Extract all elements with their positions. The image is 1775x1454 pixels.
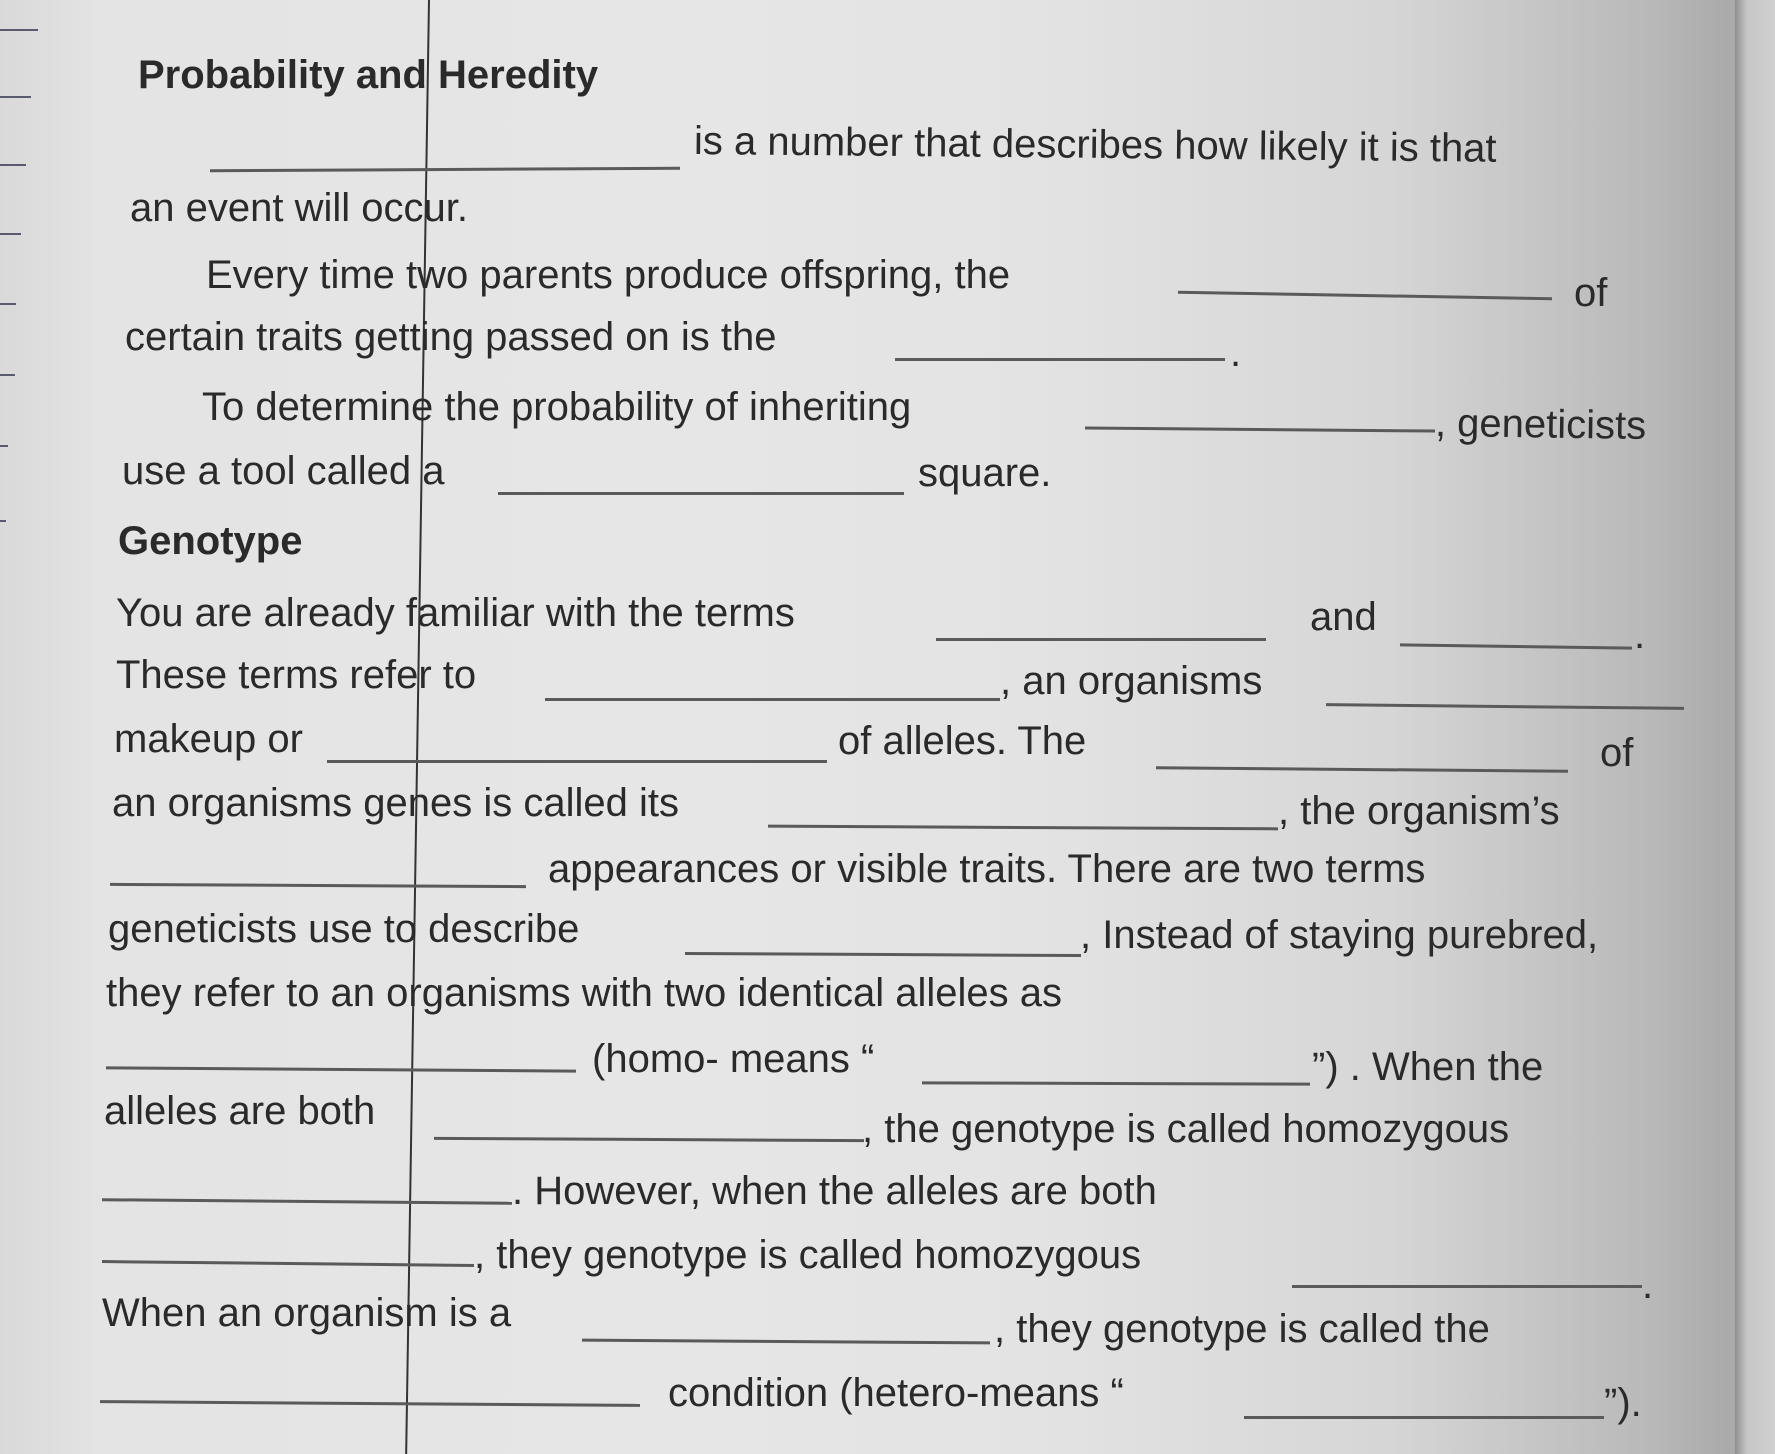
sentence-text: . [1230, 331, 1242, 375]
answer-blank-3[interactable] [895, 358, 1225, 361]
sentence-text: (homo- means “ [592, 1037, 875, 1081]
sentence-text: certain traits getting passed on is the [125, 315, 777, 359]
margin-tick [0, 233, 21, 235]
sentence-text: and [1310, 595, 1377, 639]
margin-tick [0, 303, 16, 305]
sentence-text: of [1600, 731, 1634, 775]
sentence-text: makeup or [114, 717, 303, 761]
sentence-text: . [1634, 613, 1646, 657]
sentence-text: , Instead of staying purebred, [1080, 913, 1599, 957]
margin-tick [0, 164, 26, 166]
margin-tick [0, 96, 31, 98]
sentence-text: ”) . When the [1312, 1045, 1544, 1089]
answer-blank-5[interactable] [498, 492, 904, 495]
sentence-text: appearances or visible traits. There are two terms [548, 847, 1426, 891]
section-heading-genotype: Genotype [118, 519, 303, 563]
sentence-text: You are already familiar with the terms [116, 591, 795, 635]
sentence-text: they refer to an organisms with two identical alleles as [106, 971, 1063, 1015]
sentence-text: , they genotype is called homozygous [474, 1233, 1142, 1277]
sentence-text: , an organisms [1000, 659, 1263, 703]
margin-tick [0, 374, 15, 376]
sentence-text: of alleles. The [838, 719, 1087, 763]
sentence-text: ”). [1604, 1381, 1642, 1425]
sentence-text: , geneticists [1434, 401, 1647, 448]
sentence-text: an organisms genes is called its [112, 781, 679, 825]
sentence-text: . [1642, 1263, 1654, 1307]
sentence-text: square. [918, 451, 1052, 495]
worksheet-title: Probability and Heredity [138, 53, 599, 97]
sentence-text: , the organism’s [1278, 789, 1560, 833]
sentence-text: These terms refer to [116, 653, 477, 697]
sentence-text: When an organism is a [102, 1291, 512, 1335]
answer-blank-6[interactable] [936, 638, 1266, 641]
sentence-text: , they genotype is called the [994, 1307, 1490, 1351]
sentence-text: an event will occur. [130, 186, 468, 230]
answer-blank-23[interactable] [1244, 1416, 1604, 1419]
sentence-text: , the genotype is called homozygous [862, 1107, 1510, 1151]
sentence-text: Every time two parents produce offspring, the [206, 253, 1011, 297]
margin-tick [0, 29, 38, 31]
sentence-text: To determine the probability of inheriting [202, 385, 912, 429]
answer-blank-10[interactable] [327, 760, 827, 763]
sentence-text: condition (hetero-means “ [668, 1371, 1124, 1415]
sentence-text: is a number that describes how likely it is that [693, 119, 1497, 171]
margin-tick [0, 520, 6, 522]
answer-blank-8[interactable] [545, 698, 1000, 701]
sentence-text: geneticists use to describe [108, 907, 580, 951]
answer-blank-20[interactable] [1292, 1285, 1642, 1288]
sentence-text: of [1574, 271, 1608, 315]
sentence-text: . However, when the alleles are both [512, 1169, 1157, 1213]
margin-tick [0, 445, 8, 447]
sentence-text: use a tool called a [122, 449, 445, 493]
sentence-text: alleles are both [104, 1089, 376, 1133]
page-edge-shadow [1735, 0, 1775, 1454]
